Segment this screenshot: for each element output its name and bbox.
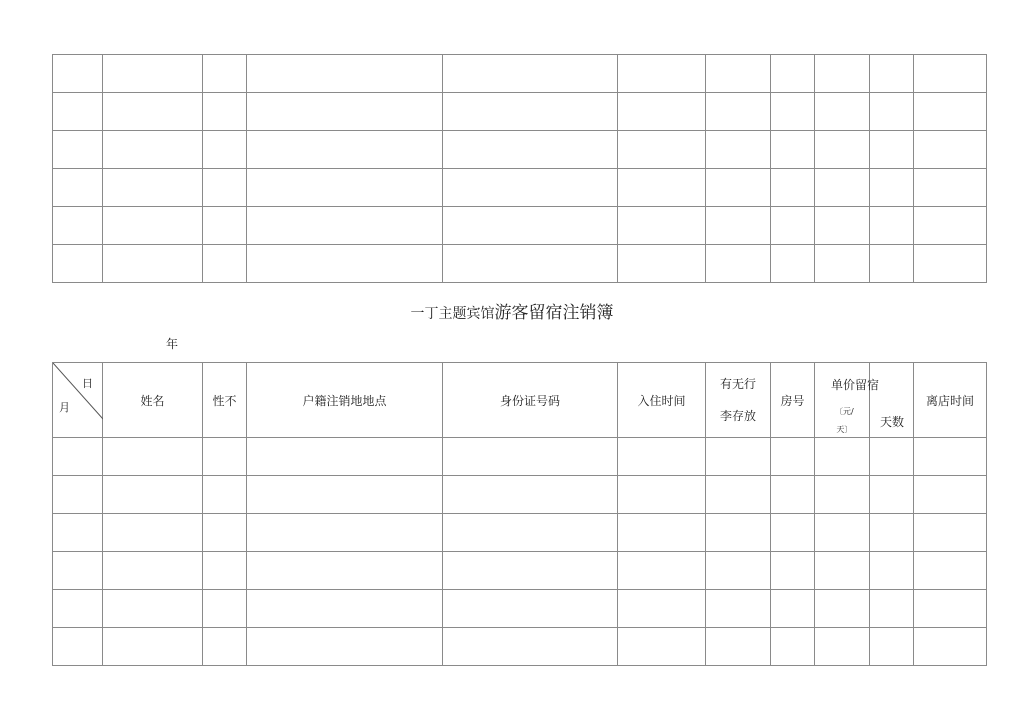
guest-register-table [52,362,987,666]
table-row [53,131,987,169]
month-label: 月 [59,401,70,414]
register-title: 游客留宿注销簿 [494,303,614,323]
year-label: 年 [166,337,179,351]
table-row [53,438,987,476]
page-title [0,298,1024,323]
table-row [53,245,987,283]
name-header: 姓名 [103,363,203,438]
price-header [815,363,880,438]
table-row [53,55,987,93]
days-header [870,363,914,438]
header-row [53,363,987,438]
table-row [53,207,987,245]
id-number-header: 身份证号码 [443,363,618,438]
table-row [53,93,987,131]
room-header: 房号 [771,363,815,438]
table-row [53,514,987,552]
checkout-header: 离店时间 [914,363,987,438]
price-unit-line2: 天〕 [836,425,853,434]
address-header: 户籍注销地地点 [247,363,443,438]
days-label: 天数 [880,415,905,429]
table-row [53,628,987,666]
price-unit [835,403,854,439]
price-group-label: 单价留宿 [831,378,880,392]
table-row [53,552,987,590]
checkin-header: 入住时间 [618,363,706,438]
luggage-header [706,363,771,438]
table-row [53,169,987,207]
luggage-header-line2: 李存放 [719,409,756,423]
luggage-header-line1: 有无行 [719,377,756,391]
gender-header: 性不 [203,363,247,438]
price-unit-line1: 〔元/ [835,407,854,416]
table-row [53,476,987,514]
upper-register-table [52,54,987,283]
table-row [53,590,987,628]
hotel-name: 一丁主题宾馆 [410,306,495,322]
day-label: 日 [82,377,93,390]
date-header-cell [53,363,103,438]
